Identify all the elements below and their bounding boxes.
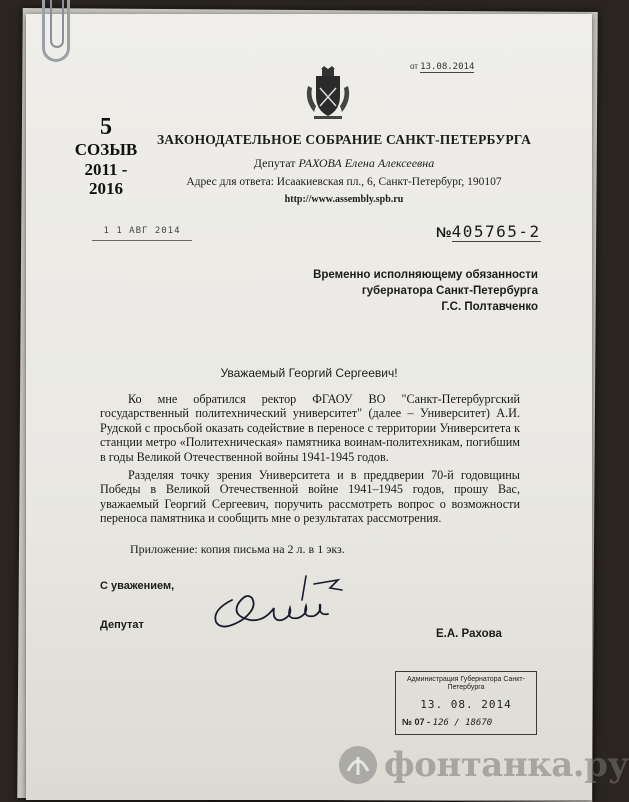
convocation-number: 5 (100, 114, 112, 140)
closing-regards: С уважением, (100, 580, 175, 592)
addressee-line-1: Временно исполняющему обязанности (313, 269, 538, 281)
addressee-block (276, 267, 538, 315)
watermark-text: фонтанка.ру (384, 745, 629, 785)
number-sign: № (436, 224, 452, 240)
fontanka-logo-icon (336, 743, 380, 787)
date-prefix: от (410, 62, 418, 71)
convocation-years-start: 2011 - (84, 160, 128, 179)
coat-of-arms-icon (302, 66, 354, 122)
deputy-line (154, 156, 534, 171)
letter-body (100, 392, 520, 530)
signer-name: Е.А. Рахова (436, 628, 502, 640)
attachment-note: Приложение: копия письма на 2 л. в 1 экз. (130, 542, 345, 556)
stamp-number-prefix: № 07 - (402, 717, 431, 727)
number-value: 405765-2 (451, 222, 541, 241)
addressee-line-3: Г.С. Полтавченко (441, 301, 538, 313)
stamp-organization: Администрация Губернатора Санкт-Петербурга (407, 676, 525, 691)
convocation-word: СОЗЫВ (74, 140, 138, 159)
stamp-number (402, 717, 536, 728)
addressee-line-2: губернатора Санкт-Петербурга (361, 285, 538, 297)
date-handwritten: 13.08.2014 (420, 62, 475, 72)
greeting: Уважаемый Георгий Сергеевич! (220, 366, 398, 380)
letter-sheet (26, 14, 592, 800)
convocation-years-end: 2016 (89, 179, 123, 198)
assembly-title: ЗАКОНОДАТЕЛЬНОЕ СОБРАНИЕ САНКТ-ПЕТЕРБУРГА (156, 132, 532, 147)
reply-address: Адрес для ответа: Исаакиевская пл., 6, Санкт-Петербург, 190107 (186, 176, 502, 188)
deputy-prefix: Депутат (253, 156, 296, 170)
signature-icon (202, 570, 372, 640)
outgoing-date: 1 1 АВГ 2014 (92, 226, 192, 241)
deputy-name: РАХОВА Елена Алексеевна (298, 156, 435, 170)
paragraph-2: Разделяя точку зрения Университета и в преддверии 70-й годовщины Победы в Великой Отечественной войне 1941–1945 годов, прошу Вас, уважаемый Георгий Сергеевич, поручить рассмотреть вопрос о возможности переноса памятника и сообщить мне о результатах рассмотрения. (100, 468, 520, 526)
paragraph-1: Ко мне обратился ректор ФГАОУ ВО "Санкт-Петербургский государственный политехнический университет" (далее – Университет) А.И. Рудской с просьбой оказать содействие в переносе с территории Университета к станции метро «Политехническая» памятника воинам-политехникам, погибшим в годы Великой Отечественной войны 1941-1945 годов. (100, 392, 520, 464)
post-title: Депутат (100, 619, 144, 631)
stamp-number-handwritten: 126 / 18670 (432, 718, 493, 728)
registration-stamp (395, 671, 537, 735)
convocation-block (70, 114, 142, 198)
website-link[interactable]: http://www.assembly.spb.ru (284, 194, 404, 205)
watermark (336, 740, 629, 790)
outgoing-number (436, 222, 541, 241)
stamp-date: 13. 08. 2014 (420, 698, 512, 711)
letterhead-date (410, 62, 474, 72)
paper-clip-inner-icon (50, 0, 64, 48)
